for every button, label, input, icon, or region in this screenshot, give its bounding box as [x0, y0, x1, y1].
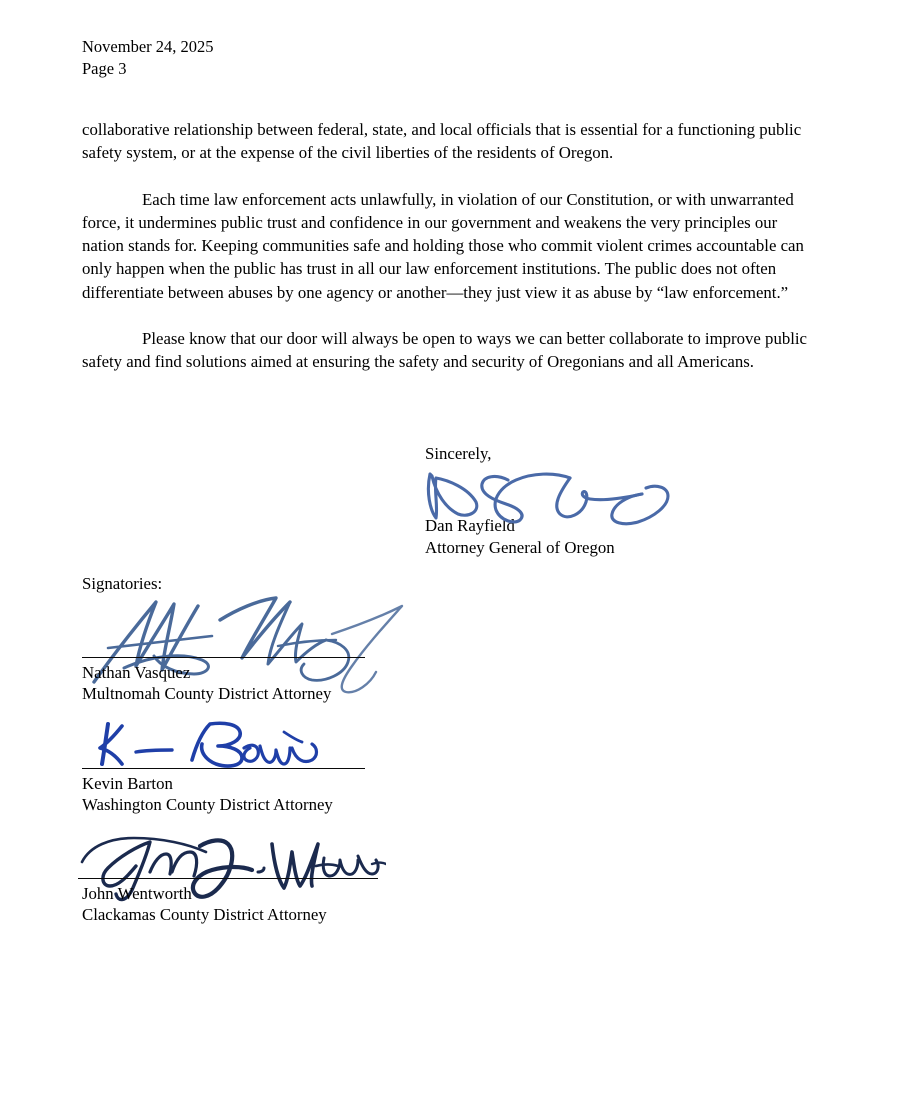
signatory-title: Washington County District Attorney — [82, 795, 333, 814]
signatory-name: Nathan Vasquez — [82, 663, 191, 682]
closing-salutation: Sincerely, — [425, 444, 492, 463]
letter-body — [82, 118, 819, 374]
page-header — [82, 36, 214, 80]
letter-date: November 24, 2025 — [82, 37, 214, 56]
signer-block — [425, 515, 615, 558]
signatory-name: John Wentworth — [82, 884, 192, 903]
signatory-title: Multnomah County District Attorney — [82, 684, 332, 703]
signature-line — [82, 657, 365, 658]
signatories-label: Signatories: — [82, 574, 163, 593]
body-paragraph-3: Please know that our door will always be open to ways we can better collaborate to improve public safety and find solutions aimed at ensuring the safety and security of Oregonians and all Americans. — [82, 329, 807, 372]
signatory-title: Clackamas County District Attorney — [82, 905, 327, 924]
closing-block — [425, 443, 755, 557]
body-paragraph-1: collaborative relationship between federal, state, and local officials that is essential for a functioning public safety system, or at the expense of the civil liberties of the residents of Oregon. — [82, 120, 802, 163]
body-paragraph-2: Each time law enforcement acts unlawfully, in violation of our Constitution, or with unwarranted force, it undermines public trust and confidence in our government and weakens the very principles our nation stands for. Keeping communities safe and holding those who commit violent crimes accountable can only happen when the public has trust in all our law enforcement institutions. The public does not often differentiate between abuses by one agency or another—they just view it as abuse by “law enforcement.” — [82, 189, 804, 302]
signatory-name: Kevin Barton — [82, 774, 173, 793]
signer-title: Attorney General of Oregon — [425, 537, 615, 557]
signer-name: Dan Rayfield — [425, 516, 515, 535]
signature-line — [78, 878, 378, 879]
signature-line — [82, 768, 365, 769]
signature-kevin-barton — [92, 718, 322, 773]
page-number-label: Page 3 — [82, 59, 127, 78]
